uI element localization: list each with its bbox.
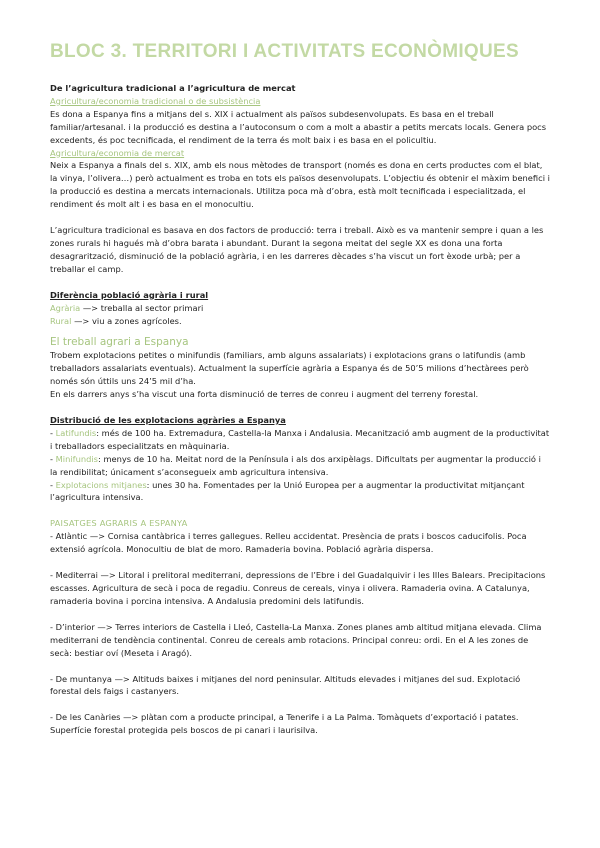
definition-latifundis: : més de 100 ha. Extremadura, Castella-la Manxa i Andalusia. Mecanització amb augment de la productivitat i treballadors especialitzats en màquinaria.	[50, 427, 550, 451]
section-heading-population: Diferència població agrària i rural	[50, 289, 209, 300]
landscape-mediterranean: - Mediterrai —> Litoral i prelitoral mediterrani, depressions de l’Ebre i del Guadalquivir i les Illes Balears. Precipitacions escasses. Agricultura de secà i poca de regadiu. Conreus de cereals, vinya i olivera. Ramaderia ovina. A Catalunya, ramaderia bovina i porcina intensiva. A Andalusia predomini dels latifundis.	[50, 570, 546, 606]
definition-minifundis: : menys de 10 ha. Meitat nord de la Península i als dos arxipèlags. Dificultats per augmentar la producció i la rendibilitat; únicament s’aconsegueix amb agricultura intensiva.	[50, 453, 541, 477]
landscape-interior: - D’interior —> Terres interiors de Castella i Lleó, Castella-La Manxa. Zones planes amb altitud mitjana elevada. Clima mediterrani de tendència continental. Conreu de cereals amb rotacions. Principal conreu: ordi. En el A les zones de secà: bestiar oví (Meseta i Aragó).	[50, 621, 542, 658]
bullet-dash: -	[50, 453, 56, 464]
term-latifundis: Latifundis	[55, 427, 97, 438]
paragraph-production-factors: L’agricultura tradicional es basava en dos factors de producció: terra i treball. Això es va mantenir sempre i quan a les zones rurals hi hagués mà d’obra barata i abundant. Durant la segona meitat del segle XX es dona una forta desagrarització, disminució de la població agrària, i en les darreres dècades s’ha viscut un fort èxode urbà; per a treballar el camp.	[50, 225, 544, 274]
paragraph-decline: En els darrers anys s’ha viscut una forta disminució de terres de conreu i augment del terreny forestal.	[50, 389, 479, 400]
bullet-dash: -	[50, 427, 56, 438]
term-minifundis: Minifundis	[55, 453, 99, 464]
definition-agraria: —> treballa al sector primari	[80, 302, 204, 313]
list-item-latifundis	[50, 427, 550, 453]
section-heading-distribution: Distribució de les explotacions agràries a Espanya	[50, 415, 286, 426]
subheading-traditional: Agricultura/economia tradicional o de subsistència	[50, 95, 261, 106]
term-explotacions-mitjanes: Explotacions mitjanes	[55, 479, 147, 490]
subheading-market: Agricultura/economia de mercat	[50, 147, 185, 158]
section-heading-agrarian-work: El treball agrari a Espanya	[50, 336, 189, 349]
list-item-explotacions-mitjanes	[50, 479, 550, 505]
bullet-dash: -	[50, 479, 56, 490]
list-item-minifundis	[50, 453, 550, 479]
section-heading-agriculture: De l’agricultura tradicional a l’agricultura de mercat	[50, 83, 296, 93]
list-item-rural	[50, 315, 550, 328]
landscape-atlantic: - Atlàntic —> Cornisa cantàbrica i terres gallegues. Relleu accidentat. Presència de prats i boscos caducifolis. Poca extensió agrícola. Monocultiu de blat de moro. Ramaderia bovina. Població agrària dispersa.	[50, 531, 527, 555]
definition-rural: —> viu a zones agrícoles.	[71, 315, 182, 326]
term-rural: Rural	[50, 315, 72, 326]
paragraph-exploitations: Trobem explotacions petites o minifundis (familiars, amb alguns assalariats) i explotacions grans o latifundis (amb treballadors assalariats eventuals). Actualment la superfície agrària a Espanya és de 50’5 milions d’hectàrees però només són úttils uns 24’5 mil d’ha.	[50, 350, 529, 387]
section-heading-landscapes: PAISATGES AGRARIS A ESPANYA	[50, 518, 188, 529]
page-title: BLOC 3. TERRITORI I ACTIVITATS ECONÒMIQUES	[50, 41, 519, 62]
landscape-canaries: - De les Canàries —> plàtan com a producte principal, a Tenerife i a La Palma. Tomàquets d’exportació i patates. Superfície forestal protegida pels boscos de pi canari i laurisilva.	[50, 712, 519, 736]
term-agraria: Agrària	[50, 302, 81, 313]
list-item-agraria	[50, 302, 550, 315]
landscape-mountain: - De muntanya —> Altituds baixes i mitjanes del nord peninsular. Altituds elevades i mitjanes del sud. Explotació forestal dels faigs i castanyers.	[50, 673, 521, 697]
definition-explotacions-mitjanes: : unes 30 ha. Fomentades per la Unió Europea per a augmentar la productivitat mitjançant l’agricultura intensiva.	[50, 479, 525, 503]
paragraph-market: Neix a Espanya a finals del s. XIX, amb els nous mètodes de transport (només es dona en certs productes com el blat, la vinya, l’olivera…) però actualment es troba en tots els països desenvolupats. L’objectiu és obtenir el màxim benefici i la producció es destina a mercats internacionals. Utilitza poca mà d’obra, està molt tecnificada i especialitzada, el rendiment és molt alt i es basa en el monocultiu.	[50, 160, 550, 210]
paragraph-traditional: Es dona a Espanya fins a mitjans del s. XIX i actualment als països subdesenvolupats. Es basa en el treball familiar/artesanal. i la producció es destina a l’autoconsum o com a molt a abastir a petits mercats locals. Genera pocs excedents, és poc tecnificada, el rendiment de la terra és molt baix i es basa en el policultiu.	[50, 108, 547, 145]
